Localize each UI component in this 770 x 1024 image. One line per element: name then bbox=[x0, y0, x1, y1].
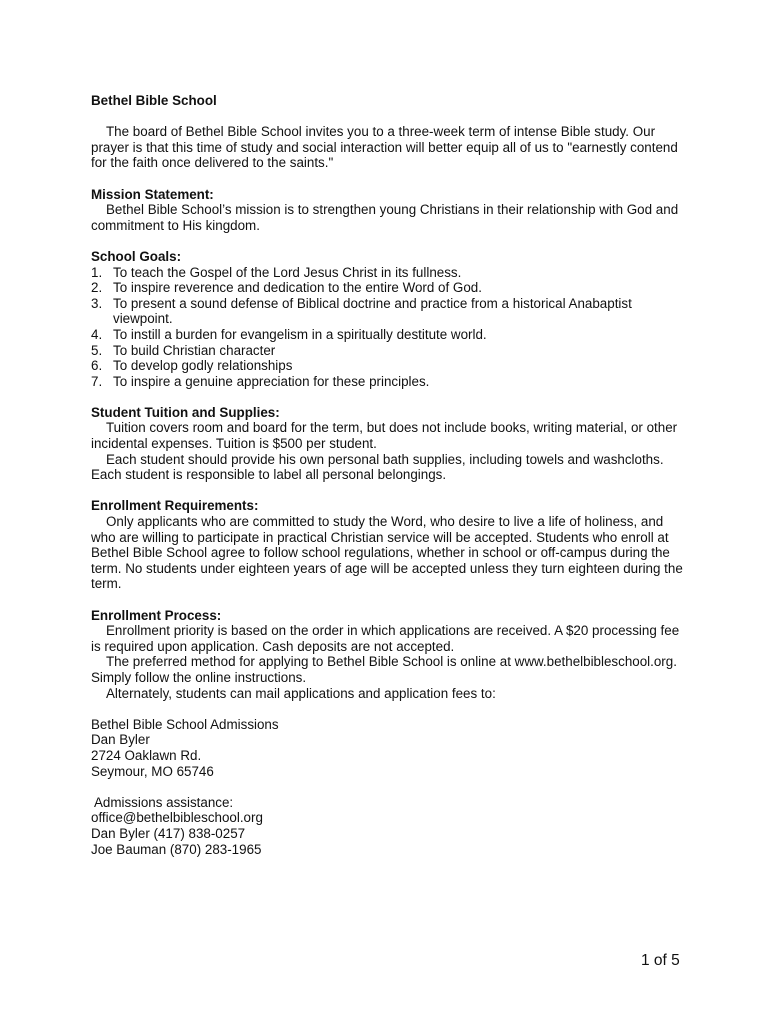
spacer bbox=[91, 171, 691, 187]
spacer bbox=[91, 483, 691, 499]
list-item bbox=[91, 343, 691, 359]
list-item-text: To present a sound defense of Biblical doctrine and practice from a historical Anabaptist viewpoint. bbox=[113, 295, 632, 327]
requirements-heading: Enrollment Requirements: bbox=[91, 498, 259, 514]
list-item-number: 3. bbox=[91, 295, 103, 311]
goals-list bbox=[91, 265, 691, 390]
list-item bbox=[91, 280, 691, 296]
tuition-section bbox=[91, 405, 691, 483]
address-line: Seymour, MO 65746 bbox=[91, 763, 214, 779]
requirements-section bbox=[91, 498, 691, 592]
process-paragraph-fee: Enrollment priority is based on the order in which applications are received. A $20 processing fee is required upon application. Cash deposits are not accepted. bbox=[91, 623, 680, 654]
spacer bbox=[91, 592, 691, 608]
list-item-text: To instill a burden for evangelism in a spiritually destitute world. bbox=[113, 326, 487, 342]
process-paragraph-online: The preferred method for applying to Bethel Bible School is online at www.bethelbibleschool.org. Simply follow the online instructions. bbox=[91, 654, 677, 685]
mailing-address bbox=[91, 717, 691, 779]
mission-text: Bethel Bible School’s mission is to strengthen young Christians in their relationship with God and commitment to His kingdom. bbox=[91, 202, 679, 233]
list-item-number: 1. bbox=[91, 264, 103, 280]
mission-heading: Mission Statement: bbox=[91, 186, 214, 202]
list-item bbox=[91, 327, 691, 343]
address-line: 2724 Oaklawn Rd. bbox=[91, 747, 202, 763]
list-item bbox=[91, 374, 691, 390]
list-item bbox=[91, 358, 691, 374]
tuition-heading: Student Tuition and Supplies: bbox=[91, 404, 280, 420]
process-section bbox=[91, 608, 691, 702]
document-title: Bethel Bible School bbox=[91, 93, 217, 108]
mission-section bbox=[91, 187, 691, 234]
supplies-paragraph: Each student should provide his own personal bath supplies, including towels and washcloths. Each student is responsible to label all personal belongings. bbox=[91, 451, 664, 483]
list-item-number: 2. bbox=[91, 280, 103, 296]
list-item-text: To inspire reverence and dedication to the entire Word of God. bbox=[113, 280, 482, 296]
list-item bbox=[91, 296, 691, 327]
spacer bbox=[91, 389, 691, 405]
address-line: Bethel Bible School Admissions bbox=[91, 716, 279, 732]
spacer bbox=[91, 701, 691, 717]
list-item-number: 5. bbox=[91, 342, 103, 358]
process-heading: Enrollment Process: bbox=[91, 607, 222, 623]
tuition-paragraph: Tuition covers room and board for the term, but does not include books, writing material, or other incidental expenses. Tuition is $500 per student. bbox=[91, 420, 678, 452]
contact-section bbox=[91, 795, 691, 857]
list-item-text: To teach the Gospel of the Lord Jesus Christ in its fullness. bbox=[113, 264, 462, 280]
requirements-paragraph: Only applicants who are committed to study the Word, who desire to live a life of holiness, and who are willing to participate in practical Christian service will be accepted. Students who enroll at Bethel Bible School agree to follow school regulations, whether in school or off-campus during the term. No students under eighteen years of age will be accepted unless they turn eighteen during the term. bbox=[91, 514, 683, 592]
list-item bbox=[91, 265, 691, 281]
contact-phone: Dan Byler (417) 838-0257 bbox=[91, 825, 246, 841]
document-page bbox=[91, 93, 691, 857]
spacer bbox=[91, 233, 691, 249]
contact-heading: Admissions assistance: bbox=[91, 794, 234, 810]
goals-section bbox=[91, 249, 691, 389]
spacer bbox=[91, 109, 691, 125]
spacer bbox=[91, 779, 691, 795]
list-item-text: To build Christian character bbox=[113, 342, 276, 358]
goals-heading: School Goals: bbox=[91, 248, 182, 264]
contact-phone: Joe Bauman (870) 283-1965 bbox=[91, 841, 262, 857]
process-paragraph-mail: Alternately, students can mail applications and application fees to: bbox=[106, 685, 496, 701]
page-number: 1 of 5 bbox=[641, 952, 680, 969]
list-item-number: 7. bbox=[91, 373, 103, 389]
list-item-text: To develop godly relationships bbox=[113, 358, 293, 374]
address-line: Dan Byler bbox=[91, 732, 150, 748]
list-item-text: To inspire a genuine appreciation for these principles. bbox=[113, 373, 430, 389]
list-item-number: 4. bbox=[91, 326, 103, 342]
list-item-number: 6. bbox=[91, 358, 103, 374]
intro-paragraph: The board of Bethel Bible School invites you to a three-week term of intense Bible study. Our prayer is that this time of study and social interaction will better equip all of us to "earnestly contend for the faith once delivered to the saints." bbox=[91, 124, 678, 171]
contact-email: office@bethelbibleschool.org bbox=[91, 810, 263, 826]
